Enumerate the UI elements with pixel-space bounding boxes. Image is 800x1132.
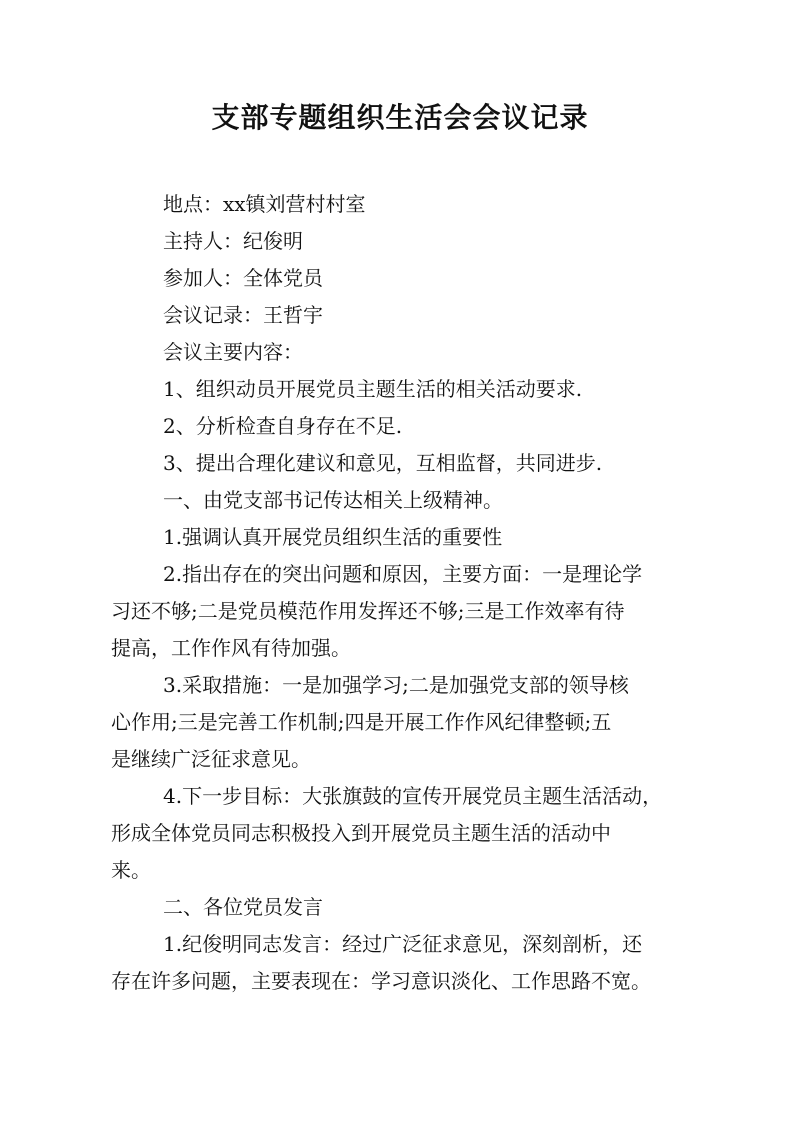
section2-heading: 二、各位党员发言 — [163, 895, 323, 919]
section1-heading: 一、由党支部书记传达相关上级精神。 — [163, 488, 503, 512]
section1-point4 — [111, 778, 683, 889]
section1-point3-line: 是继续广泛征求意见。 — [111, 747, 311, 771]
section1-point2-line: 习还不够;二是党员模范作用发挥还不够;三是工作效率有待 — [111, 599, 625, 623]
section1-point3-line: 心作用;三是完善工作机制;四是开展工作作风纪律整顿;五 — [111, 710, 612, 734]
meeting-location: 地点：xx镇刘营村村室 — [163, 192, 366, 216]
section2-point1-line: 存在许多问题，主要表现在：学习意识淡化、工作思路不宽。 — [111, 969, 651, 993]
section1-point1: 1.强调认真开展党员组织生活的重要性 — [163, 525, 503, 549]
meeting-participants: 参加人：全体党员 — [163, 266, 323, 290]
meeting-recorder: 会议记录：王哲宇 — [163, 303, 323, 327]
section2-point1 — [111, 926, 683, 1000]
section1-point2-line: 提高，工作作风有待加强。 — [111, 636, 351, 660]
section1-point4-line: 4.下一步目标：大张旗鼓的宣传开展党员主题生活活动， — [163, 784, 663, 808]
section1-point2 — [111, 556, 683, 667]
section1-point2-line: 2.指出存在的突出问题和原因，主要方面：一是理论学 — [163, 562, 643, 586]
meeting-host: 主持人：纪俊明 — [163, 229, 303, 253]
section1-point4-line: 形成全体党员同志积极投入到开展党员主题生活的活动中 — [111, 821, 611, 845]
section1-point4-line: 来。 — [111, 858, 151, 882]
section1-point3-line: 3.采取措施：一是加强学习;二是加强党支部的领导核 — [163, 673, 629, 697]
document-body — [111, 186, 683, 1000]
agenda-item-1: 1、组织动员开展党员主题生活的相关活动要求. — [163, 377, 583, 401]
section1-point3 — [111, 667, 683, 778]
section2-point1-line: 1.纪俊明同志发言：经过广泛征求意见，深刻剖析，还 — [163, 932, 643, 956]
agenda-item-2: 2、分析检查自身存在不足. — [163, 414, 403, 438]
agenda-item-3: 3、提出合理化建议和意见，互相监督，共同进步. — [163, 451, 603, 475]
document-title: 支部专题组织生活会会议记录 — [211, 101, 589, 134]
content-heading: 会议主要内容： — [163, 340, 303, 364]
